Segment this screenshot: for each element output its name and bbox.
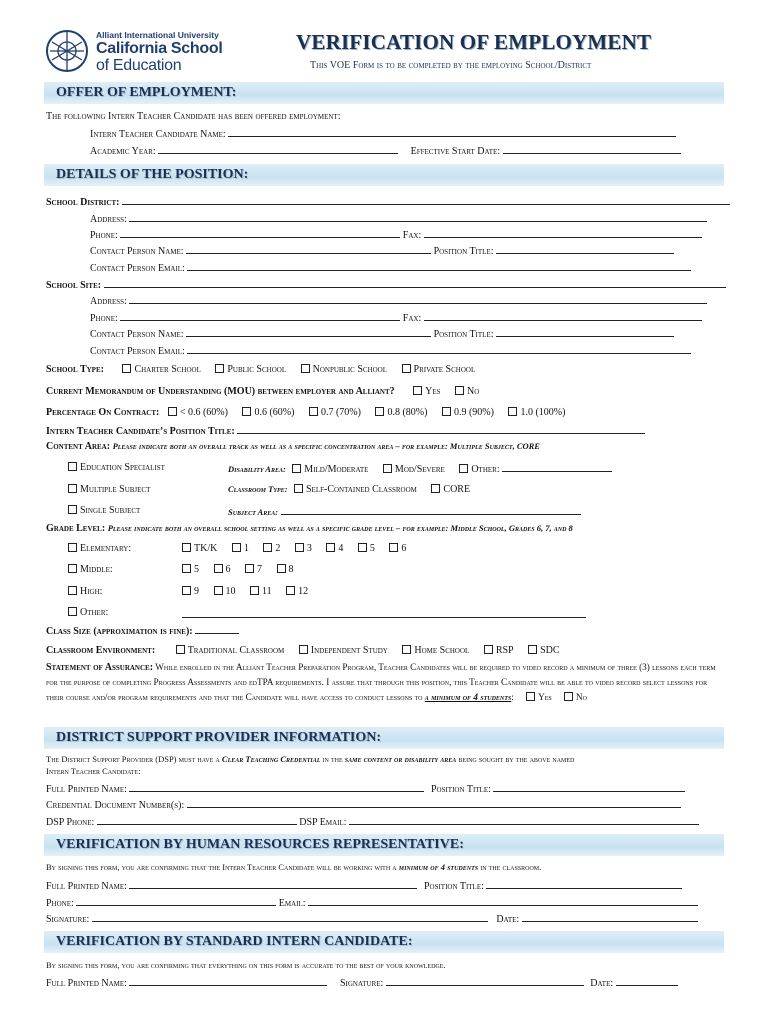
elementary-row: Elementary: bbox=[68, 543, 131, 554]
dsp-name-field[interactable] bbox=[129, 782, 424, 792]
grade-m6-checkbox[interactable] bbox=[214, 564, 223, 573]
logo-school-line1: California School bbox=[96, 40, 223, 57]
dsp-phone-field[interactable] bbox=[97, 815, 297, 825]
ed-specialist-row: Education Specialist bbox=[68, 462, 165, 473]
content-area-row: Content Area: Please indicate both an overall track as well as a specific concentration area – for example: Multiple Subject, CORE bbox=[46, 441, 540, 452]
dsp-credential-row: Credential Document Number(s): bbox=[46, 798, 681, 811]
hr-name-field[interactable] bbox=[129, 879, 417, 889]
single-subject-row: Single Subject bbox=[68, 505, 140, 516]
disability-other-field[interactable] bbox=[502, 462, 612, 472]
other-grade-checkbox[interactable] bbox=[68, 607, 77, 616]
dsp-name-row: Full Printed Name: Position Title: bbox=[46, 782, 685, 795]
school-type-row: School Type: Charter School Public School Nonpublic School Private School bbox=[46, 364, 476, 375]
section-offer-header: OFFER OF EMPLOYMENT: bbox=[44, 82, 724, 104]
academic-year-field[interactable] bbox=[158, 144, 398, 154]
grade-5-checkbox[interactable] bbox=[358, 543, 367, 552]
section-dsp-header: DISTRICT SUPPORT PROVIDER INFORMATION: bbox=[44, 727, 724, 749]
elementary-grades: TK/K 1 2 3 4 5 6 bbox=[182, 543, 418, 554]
mou-row: Current Memorandum of Understanding (MOU) between employer and Alliant? Yes No bbox=[46, 386, 480, 397]
assurance-yes-checkbox[interactable] bbox=[526, 692, 535, 701]
middle-checkbox[interactable] bbox=[68, 564, 77, 573]
subject-area-row: Subject Area: bbox=[228, 505, 581, 518]
pct-80-checkbox[interactable] bbox=[375, 407, 384, 416]
traditional-checkbox[interactable] bbox=[176, 645, 185, 654]
grade-m5-checkbox[interactable] bbox=[182, 564, 191, 573]
grade-level-row: Grade Level: Please indicate both an overall school setting as well as a specific grade level – for example: Middle School, Grades 6, 7, and 8 bbox=[46, 523, 573, 534]
dsp-email-field[interactable] bbox=[349, 815, 699, 825]
dsp-position-title-field[interactable] bbox=[493, 782, 685, 792]
site-address-field[interactable] bbox=[129, 294, 707, 304]
pct-100-checkbox[interactable] bbox=[508, 407, 517, 416]
mou-yes-checkbox[interactable] bbox=[413, 386, 422, 395]
core-checkbox[interactable] bbox=[431, 484, 440, 493]
mou-no-checkbox[interactable] bbox=[455, 386, 464, 395]
district-address-row: Address: bbox=[90, 212, 707, 225]
hr-name-row: Full Printed Name: Position Title: bbox=[46, 879, 682, 892]
grade-tk-checkbox[interactable] bbox=[182, 543, 191, 552]
pct-60-checkbox[interactable] bbox=[242, 407, 251, 416]
candidate-date-field[interactable] bbox=[616, 976, 678, 986]
site-fax-field[interactable] bbox=[424, 311, 702, 321]
high-row: High: bbox=[68, 586, 102, 597]
middle-row: Middle: bbox=[68, 564, 113, 575]
independent-study-checkbox[interactable] bbox=[299, 645, 308, 654]
grade-4-checkbox[interactable] bbox=[326, 543, 335, 552]
section-hr-header: VERIFICATION BY HUMAN RESOURCES REPRESENTATIVE: bbox=[44, 834, 724, 856]
logo-mark-icon bbox=[44, 28, 90, 74]
district-position-title-field[interactable] bbox=[496, 244, 674, 254]
candidate-name-row: Intern Teacher Candidate Name: bbox=[90, 127, 676, 140]
site-phone-row: Phone: Fax: bbox=[90, 311, 702, 324]
single-subject-checkbox[interactable] bbox=[68, 505, 77, 514]
elementary-checkbox[interactable] bbox=[68, 543, 77, 552]
district-phone-row: Phone: Fax: bbox=[90, 228, 702, 241]
grade-9-checkbox[interactable] bbox=[182, 586, 191, 595]
district-field[interactable] bbox=[122, 195, 730, 205]
site-phone-field[interactable] bbox=[120, 311, 400, 321]
district-email-row: Contact Person Email: bbox=[90, 261, 691, 274]
high-grades: 9 10 11 12 bbox=[182, 586, 320, 597]
district-address-field[interactable] bbox=[129, 212, 707, 222]
multiple-subject-checkbox[interactable] bbox=[68, 484, 77, 493]
hr-email-field[interactable] bbox=[308, 896, 698, 906]
site-email-field[interactable] bbox=[187, 344, 691, 354]
pct-70-checkbox[interactable] bbox=[309, 407, 318, 416]
mod-severe-checkbox[interactable] bbox=[383, 464, 392, 473]
site-row: School Site: bbox=[46, 278, 726, 291]
district-row: School District: bbox=[46, 195, 730, 208]
school-logo bbox=[44, 28, 234, 78]
grade-6-checkbox[interactable] bbox=[389, 543, 398, 552]
section-candidate-header: VERIFICATION BY STANDARD INTERN CANDIDATE: bbox=[44, 931, 724, 953]
site-address-row: Address: bbox=[90, 294, 707, 307]
grade-m8-checkbox[interactable] bbox=[277, 564, 286, 573]
page-title: VERIFICATION OF EMPLOYMENT bbox=[296, 30, 652, 54]
environment-row: Classroom Environment: Traditional Classroom Independent Study Home School RSP SDC bbox=[46, 645, 560, 656]
charter-school-checkbox[interactable] bbox=[122, 364, 131, 373]
public-school-checkbox[interactable] bbox=[215, 364, 224, 373]
hr-position-title-field[interactable] bbox=[486, 879, 682, 889]
ed-specialist-checkbox[interactable] bbox=[68, 462, 77, 471]
logo-university: Alliant International University bbox=[96, 30, 219, 40]
classroom-type-row: Classroom Type: Self-Contained Classroom CORE bbox=[228, 484, 471, 495]
self-contained-checkbox[interactable] bbox=[294, 484, 303, 493]
percentage-row: Percentage On Contract: < 0.6 (60%) 0.6 (60%) 0.7 (70%) 0.8 (80%) 0.9 (90%) 1.0 (100%) bbox=[46, 407, 566, 418]
district-email-field[interactable] bbox=[187, 261, 691, 271]
hr-phone-row: Phone: Email: bbox=[46, 896, 698, 909]
candidate-full-name-field[interactable] bbox=[129, 976, 327, 986]
grade-3-checkbox[interactable] bbox=[295, 543, 304, 552]
high-checkbox[interactable] bbox=[68, 586, 77, 595]
hr-phone-field[interactable] bbox=[76, 896, 276, 906]
dsp-credential-field[interactable] bbox=[187, 798, 681, 808]
rsp-checkbox[interactable] bbox=[484, 645, 493, 654]
hr-signature-row: Signature: Date: bbox=[46, 912, 698, 925]
home-school-checkbox[interactable] bbox=[402, 645, 411, 654]
site-position-title-field[interactable] bbox=[496, 327, 674, 337]
candidate-title-row: Intern Teacher Candidate’s Position Title: bbox=[46, 424, 645, 437]
candidate-intro: By signing this form, you are confirming that everything on this form is accurate to the best of your knowledge. bbox=[46, 960, 446, 970]
candidate-name-field[interactable] bbox=[228, 127, 676, 137]
pct-90-checkbox[interactable] bbox=[442, 407, 451, 416]
middle-grades: 5 6 7 8 bbox=[182, 564, 306, 575]
other-grade-field[interactable] bbox=[182, 608, 586, 618]
academic-year-row: Academic Year: Effective Start Date: bbox=[90, 144, 681, 157]
site-email-row: Contact Person Email: bbox=[90, 344, 691, 357]
grade-2-checkbox[interactable] bbox=[263, 543, 272, 552]
subject-area-field[interactable] bbox=[281, 505, 581, 515]
offer-intro: The following Intern Teacher Candidate has been offered employment: bbox=[46, 111, 341, 122]
grade-10-checkbox[interactable] bbox=[214, 586, 223, 595]
pct-lt60-checkbox[interactable] bbox=[168, 407, 177, 416]
grade-11-checkbox[interactable] bbox=[250, 586, 259, 595]
page-subtitle: This VOE Form is to be completed by the employing School/District bbox=[310, 60, 592, 71]
private-school-checkbox[interactable] bbox=[402, 364, 411, 373]
site-contact-row: Contact Person Name: Position Title: bbox=[90, 327, 674, 340]
sdc-checkbox[interactable] bbox=[528, 645, 537, 654]
candidate-title-field[interactable] bbox=[237, 424, 645, 434]
class-size-row: Class Size (approximation is fine): bbox=[46, 624, 239, 637]
assurance-no-checkbox[interactable] bbox=[564, 692, 573, 701]
grade-1-checkbox[interactable] bbox=[232, 543, 241, 552]
grade-12-checkbox[interactable] bbox=[286, 586, 295, 595]
section-details-header: DETAILS OF THE POSITION: bbox=[44, 164, 724, 186]
class-size-field[interactable] bbox=[195, 624, 239, 634]
district-contact-row: Contact Person Name: Position Title: bbox=[90, 244, 674, 257]
other-grade-row: Other: bbox=[68, 607, 108, 618]
district-contact-field[interactable] bbox=[186, 244, 431, 254]
candidate-signature-field[interactable] bbox=[386, 976, 584, 986]
district-phone-field[interactable] bbox=[120, 228, 400, 238]
site-contact-field[interactable] bbox=[186, 327, 431, 337]
mild-moderate-checkbox[interactable] bbox=[292, 464, 301, 473]
multiple-subject-row: Multiple Subject bbox=[68, 484, 150, 495]
disability-area-row: Disability Area: Mild/Moderate Mod/Severe Other: bbox=[228, 462, 612, 475]
candidate-sign-row: Full Printed Name: Signature: Date: bbox=[46, 976, 678, 989]
disability-other-checkbox[interactable] bbox=[459, 464, 468, 473]
start-date-field[interactable] bbox=[503, 144, 681, 154]
logo-school-line2: of Education bbox=[96, 57, 182, 74]
hr-date-field[interactable] bbox=[522, 912, 698, 922]
nonpublic-school-checkbox[interactable] bbox=[301, 364, 310, 373]
site-field[interactable] bbox=[104, 278, 726, 288]
assurance-paragraph: Statement of Assurance: While enrolled in the Alliant Teacher Preparation Program, Teacher Candidates will be required to video record a minimum of three (3) lessons each term for the purpose of completing Progress Assessments and edTPA requirements. I assure that through this position, this Teacher Candidate will be able to video record select lessons for their course and/or program requirements and that the Candidate will have access to conduct lessons to a minimum of 4 students: Yes No bbox=[46, 662, 716, 702]
grade-m7-checkbox[interactable] bbox=[245, 564, 254, 573]
dsp-intro: The District Support Provider (DSP) must have a Clear Teaching Credential in the same content or disability area being sought by the above named Intern Teacher Candidate: bbox=[46, 754, 575, 776]
district-fax-field[interactable] bbox=[424, 228, 702, 238]
dsp-phone-row: DSP Phone: DSP Email: bbox=[46, 815, 699, 828]
hr-signature-field[interactable] bbox=[92, 912, 488, 922]
hr-intro: By signing this form, you are confirming that the Intern Teacher Candidate will be working with a minimum of 4 students in the classroom. bbox=[46, 862, 542, 872]
